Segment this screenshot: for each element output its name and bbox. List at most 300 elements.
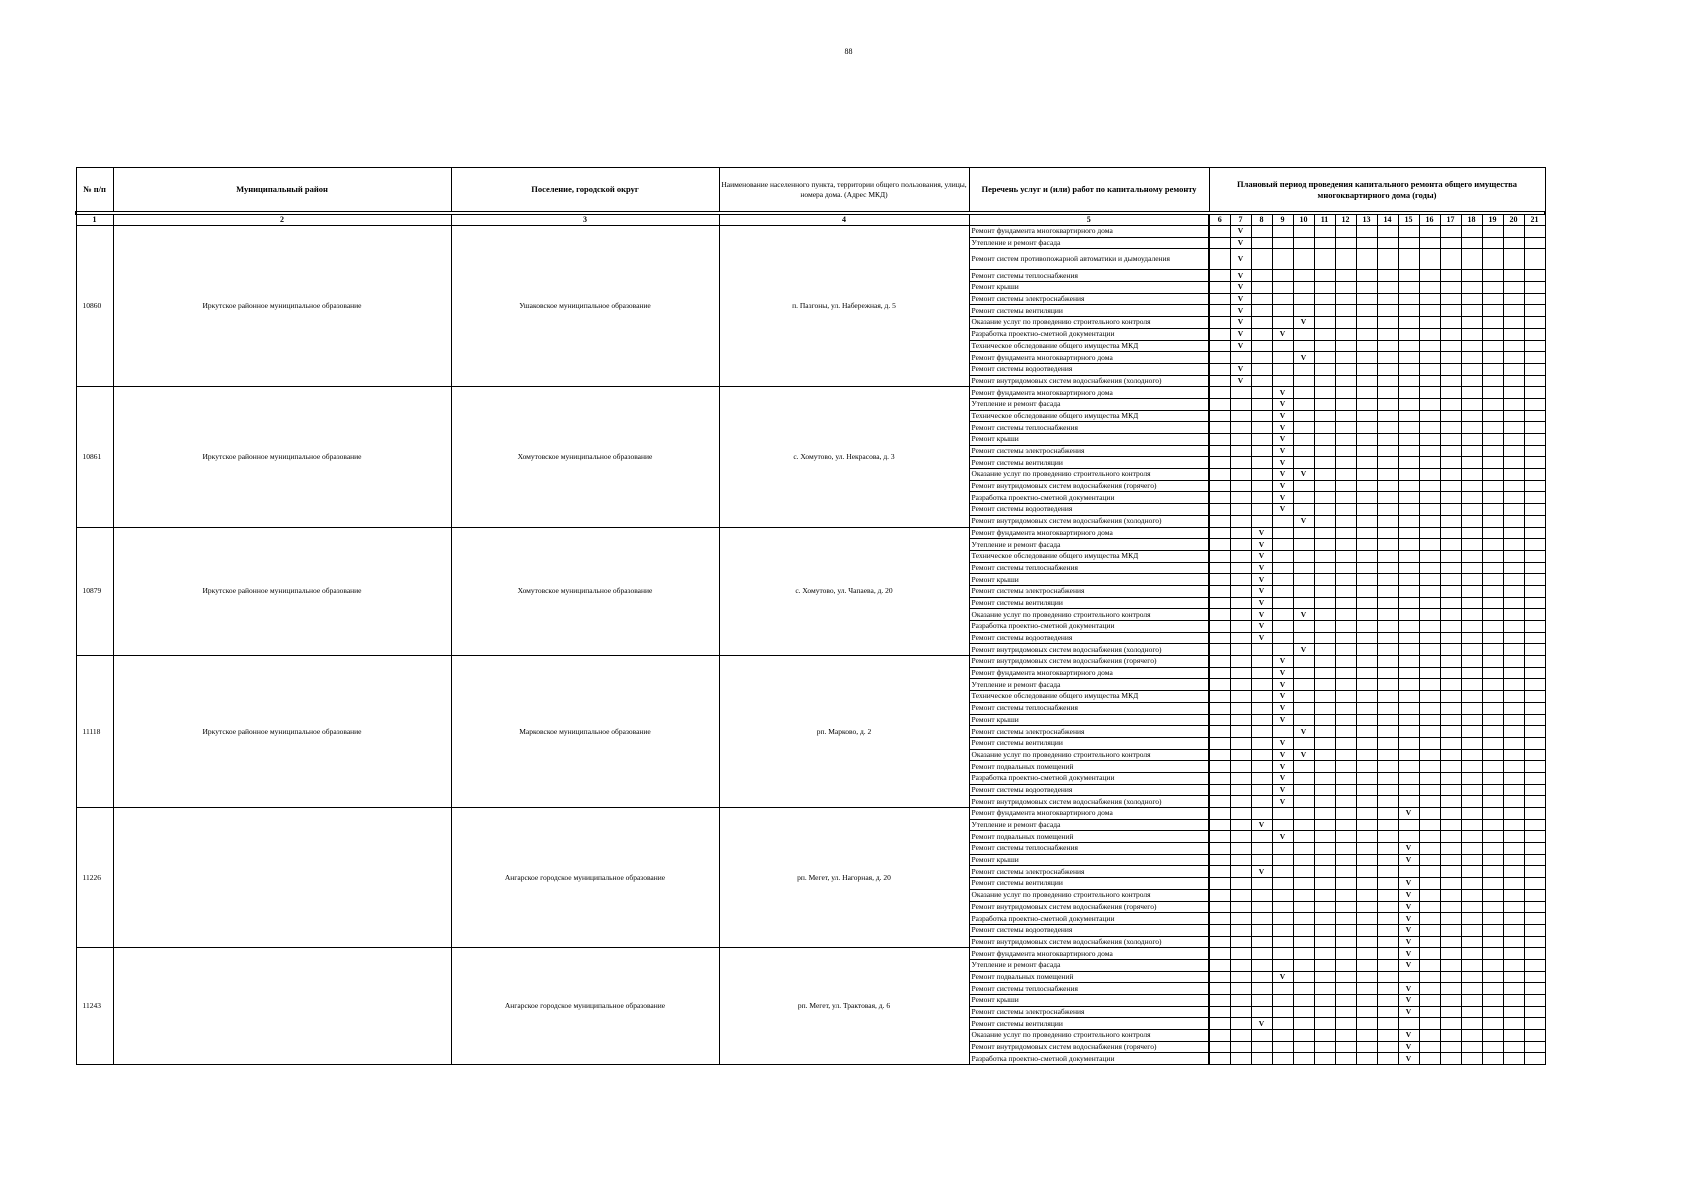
year-13-cell (1356, 340, 1377, 352)
year-14-cell (1377, 504, 1398, 516)
year-16-cell (1419, 1030, 1440, 1042)
year-11-cell (1314, 959, 1335, 971)
column-number-21: 21 (1524, 215, 1545, 226)
year-10-cell (1293, 691, 1314, 703)
year-17-cell (1440, 901, 1461, 913)
year-19-cell (1482, 328, 1503, 340)
year-17-cell (1440, 1006, 1461, 1018)
year-14-cell (1377, 913, 1398, 925)
year-18-cell (1461, 1018, 1482, 1030)
service-cell: Ремонт фундамента многоквартирного дома (969, 808, 1209, 820)
year-6-cell (1209, 504, 1230, 516)
year-18-cell (1461, 585, 1482, 597)
year-10-cell (1293, 410, 1314, 422)
year-18-cell (1461, 504, 1482, 516)
year-6-cell (1209, 1053, 1230, 1065)
year-16-cell (1419, 772, 1440, 784)
year-14-cell (1377, 293, 1398, 305)
year-20-cell (1503, 784, 1524, 796)
year-11-cell (1314, 714, 1335, 726)
year-15-cell (1398, 737, 1419, 749)
year-7-cell (1230, 691, 1251, 703)
year-21-cell (1524, 854, 1545, 866)
year-17-cell (1440, 621, 1461, 633)
year-12-cell (1335, 550, 1356, 562)
year-12-cell (1335, 422, 1356, 434)
year-11-cell (1314, 796, 1335, 808)
year-19-cell (1482, 574, 1503, 586)
year-15-cell (1398, 644, 1419, 656)
year-14-cell (1377, 621, 1398, 633)
year-6-cell (1209, 363, 1230, 375)
year-14-cell (1377, 749, 1398, 761)
year-9-cell: V (1272, 410, 1293, 422)
year-9-cell (1272, 808, 1293, 820)
year-7-cell (1230, 866, 1251, 878)
settlement-cell: Ангарское городское муниципальное образование (451, 948, 719, 1065)
year-9-cell: V (1272, 796, 1293, 808)
service-cell: Оказание услуг по проведению строительного контроля (969, 469, 1209, 481)
year-16-cell (1419, 983, 1440, 995)
year-9-cell: V (1272, 679, 1293, 691)
service-cell: Ремонт системы водоотведения (969, 504, 1209, 516)
year-7-cell (1230, 457, 1251, 469)
year-16-cell (1419, 270, 1440, 282)
service-cell: Ремонт системы электроснабжения (969, 293, 1209, 305)
year-13-cell (1356, 469, 1377, 481)
year-15-cell (1398, 293, 1419, 305)
year-10-cell (1293, 1006, 1314, 1018)
year-20-cell (1503, 574, 1524, 586)
year-6-cell (1209, 550, 1230, 562)
year-9-cell (1272, 1053, 1293, 1065)
year-10-cell (1293, 226, 1314, 238)
year-15-cell: V (1398, 913, 1419, 925)
year-6-cell (1209, 726, 1230, 738)
year-19-cell (1482, 340, 1503, 352)
year-15-cell (1398, 597, 1419, 609)
year-16-cell (1419, 819, 1440, 831)
year-10-cell (1293, 913, 1314, 925)
year-17-cell (1440, 1030, 1461, 1042)
year-15-cell: V (1398, 1006, 1419, 1018)
year-13-cell (1356, 971, 1377, 983)
year-9-cell (1272, 644, 1293, 656)
year-13-cell (1356, 667, 1377, 679)
year-14-cell (1377, 226, 1398, 238)
year-10-cell (1293, 387, 1314, 399)
year-7-cell (1230, 656, 1251, 668)
year-10-cell (1293, 363, 1314, 375)
year-13-cell (1356, 866, 1377, 878)
year-19-cell (1482, 948, 1503, 960)
year-9-cell: V (1272, 457, 1293, 469)
year-6-cell (1209, 539, 1230, 551)
year-18-cell (1461, 889, 1482, 901)
year-15-cell (1398, 249, 1419, 270)
year-21-cell (1524, 527, 1545, 539)
year-21-cell (1524, 305, 1545, 317)
year-13-cell (1356, 434, 1377, 446)
year-11-cell (1314, 936, 1335, 948)
year-15-cell (1398, 1018, 1419, 1030)
year-21-cell (1524, 398, 1545, 410)
year-7-cell (1230, 434, 1251, 446)
year-6-cell (1209, 282, 1230, 294)
year-6-cell (1209, 796, 1230, 808)
service-cell: Ремонт системы вентиляции (969, 597, 1209, 609)
year-19-cell (1482, 457, 1503, 469)
year-17-cell (1440, 749, 1461, 761)
year-13-cell (1356, 691, 1377, 703)
year-14-cell (1377, 959, 1398, 971)
year-15-cell (1398, 632, 1419, 644)
year-14-cell (1377, 387, 1398, 399)
year-10-cell (1293, 1053, 1314, 1065)
year-19-cell (1482, 1018, 1503, 1030)
year-8-cell (1251, 352, 1272, 364)
year-18-cell (1461, 328, 1482, 340)
year-20-cell (1503, 340, 1524, 352)
year-15-cell (1398, 492, 1419, 504)
year-9-cell (1272, 1041, 1293, 1053)
year-13-cell (1356, 702, 1377, 714)
service-cell: Ремонт подвальных помещений (969, 761, 1209, 773)
year-17-cell (1440, 457, 1461, 469)
year-8-cell (1251, 282, 1272, 294)
year-18-cell (1461, 434, 1482, 446)
year-6-cell (1209, 1030, 1230, 1042)
column-number-10: 10 (1293, 215, 1314, 226)
year-17-cell (1440, 328, 1461, 340)
year-15-cell (1398, 375, 1419, 387)
year-11-cell (1314, 924, 1335, 936)
year-9-cell (1272, 1030, 1293, 1042)
year-17-cell (1440, 363, 1461, 375)
year-9-cell (1272, 249, 1293, 270)
year-21-cell (1524, 1018, 1545, 1030)
service-cell: Ремонт фундамента многоквартирного дома (969, 527, 1209, 539)
service-cell: Ремонт внутридомовых систем водоснабжения (холодного) (969, 644, 1209, 656)
year-11-cell (1314, 398, 1335, 410)
year-20-cell (1503, 457, 1524, 469)
year-21-cell (1524, 959, 1545, 971)
year-19-cell (1482, 854, 1503, 866)
year-8-cell (1251, 843, 1272, 855)
year-6-cell (1209, 667, 1230, 679)
year-20-cell (1503, 948, 1524, 960)
year-17-cell (1440, 632, 1461, 644)
year-17-cell (1440, 410, 1461, 422)
year-18-cell (1461, 878, 1482, 890)
year-16-cell (1419, 843, 1440, 855)
year-14-cell (1377, 1041, 1398, 1053)
year-9-cell: V (1272, 398, 1293, 410)
year-18-cell (1461, 656, 1482, 668)
year-15-cell (1398, 457, 1419, 469)
year-20-cell (1503, 387, 1524, 399)
year-17-cell (1440, 843, 1461, 855)
year-11-cell (1314, 270, 1335, 282)
year-15-cell (1398, 691, 1419, 703)
service-cell: Ремонт крыши (969, 714, 1209, 726)
year-19-cell (1482, 1030, 1503, 1042)
year-9-cell (1272, 854, 1293, 866)
year-12-cell (1335, 831, 1356, 843)
year-20-cell (1503, 282, 1524, 294)
service-cell: Разработка проектно-сметной документации (969, 621, 1209, 633)
year-9-cell: V (1272, 387, 1293, 399)
year-18-cell (1461, 237, 1482, 249)
year-20-cell (1503, 515, 1524, 527)
year-18-cell (1461, 866, 1482, 878)
year-13-cell (1356, 995, 1377, 1007)
year-7-cell: V (1230, 226, 1251, 238)
year-11-cell (1314, 562, 1335, 574)
year-10-cell (1293, 843, 1314, 855)
year-20-cell (1503, 901, 1524, 913)
year-12-cell (1335, 282, 1356, 294)
year-10-cell (1293, 562, 1314, 574)
year-7-cell (1230, 469, 1251, 481)
year-20-cell (1503, 550, 1524, 562)
year-6-cell (1209, 889, 1230, 901)
table-row (76, 226, 1545, 238)
year-13-cell (1356, 644, 1377, 656)
year-21-cell (1524, 363, 1545, 375)
year-14-cell (1377, 445, 1398, 457)
year-17-cell (1440, 270, 1461, 282)
year-16-cell (1419, 317, 1440, 329)
year-12-cell (1335, 726, 1356, 738)
year-18-cell (1461, 574, 1482, 586)
year-17-cell (1440, 889, 1461, 901)
year-15-cell (1398, 282, 1419, 294)
year-7-cell (1230, 819, 1251, 831)
year-16-cell (1419, 621, 1440, 633)
year-10-cell (1293, 480, 1314, 492)
year-17-cell (1440, 959, 1461, 971)
year-8-cell (1251, 445, 1272, 457)
year-6-cell (1209, 237, 1230, 249)
year-6-cell (1209, 621, 1230, 633)
year-14-cell (1377, 1053, 1398, 1065)
year-8-cell (1251, 726, 1272, 738)
year-9-cell (1272, 983, 1293, 995)
year-11-cell (1314, 237, 1335, 249)
year-11-cell (1314, 457, 1335, 469)
year-9-cell (1272, 550, 1293, 562)
year-16-cell (1419, 550, 1440, 562)
year-7-cell (1230, 702, 1251, 714)
year-10-cell (1293, 819, 1314, 831)
address-cell: с. Хомутово, ул. Некрасова, д. 3 (719, 387, 969, 527)
year-15-cell (1398, 480, 1419, 492)
year-16-cell (1419, 609, 1440, 621)
year-16-cell (1419, 644, 1440, 656)
year-6-cell (1209, 831, 1230, 843)
year-13-cell (1356, 363, 1377, 375)
year-17-cell (1440, 305, 1461, 317)
year-13-cell (1356, 936, 1377, 948)
year-12-cell (1335, 469, 1356, 481)
year-18-cell (1461, 924, 1482, 936)
year-15-cell (1398, 504, 1419, 516)
table-row (76, 527, 1545, 539)
year-18-cell (1461, 282, 1482, 294)
year-10-cell (1293, 889, 1314, 901)
year-11-cell (1314, 656, 1335, 668)
year-17-cell (1440, 237, 1461, 249)
year-21-cell (1524, 843, 1545, 855)
year-21-cell (1524, 293, 1545, 305)
year-13-cell (1356, 948, 1377, 960)
year-19-cell (1482, 913, 1503, 925)
year-7-cell (1230, 901, 1251, 913)
year-20-cell (1503, 761, 1524, 773)
year-17-cell (1440, 340, 1461, 352)
year-8-cell (1251, 1041, 1272, 1053)
year-21-cell (1524, 515, 1545, 527)
year-19-cell (1482, 796, 1503, 808)
year-10-cell (1293, 924, 1314, 936)
year-14-cell (1377, 796, 1398, 808)
year-15-cell: V (1398, 808, 1419, 820)
year-9-cell: V (1272, 714, 1293, 726)
year-15-cell: V (1398, 1053, 1419, 1065)
service-cell: Ремонт внутридомовых систем водоснабжения (горячего) (969, 1041, 1209, 1053)
year-13-cell (1356, 249, 1377, 270)
year-7-cell (1230, 854, 1251, 866)
year-21-cell (1524, 410, 1545, 422)
year-13-cell (1356, 632, 1377, 644)
year-15-cell (1398, 469, 1419, 481)
service-cell: Техническое обследование общего имущества МКД (969, 410, 1209, 422)
service-cell: Утепление и ремонт фасада (969, 679, 1209, 691)
year-10-cell (1293, 831, 1314, 843)
year-11-cell (1314, 387, 1335, 399)
year-19-cell (1482, 726, 1503, 738)
year-7-cell (1230, 387, 1251, 399)
year-17-cell (1440, 504, 1461, 516)
year-9-cell (1272, 995, 1293, 1007)
year-20-cell (1503, 1053, 1524, 1065)
year-6-cell (1209, 772, 1230, 784)
year-13-cell (1356, 562, 1377, 574)
year-15-cell (1398, 726, 1419, 738)
year-7-cell (1230, 445, 1251, 457)
year-20-cell (1503, 597, 1524, 609)
year-7-cell (1230, 550, 1251, 562)
year-15-cell (1398, 772, 1419, 784)
year-12-cell (1335, 504, 1356, 516)
year-11-cell (1314, 971, 1335, 983)
year-21-cell (1524, 504, 1545, 516)
year-10-cell (1293, 621, 1314, 633)
service-cell: Ремонт системы электроснабжения (969, 726, 1209, 738)
year-16-cell (1419, 237, 1440, 249)
year-11-cell (1314, 375, 1335, 387)
year-14-cell (1377, 971, 1398, 983)
year-20-cell (1503, 305, 1524, 317)
year-9-cell (1272, 1018, 1293, 1030)
year-18-cell (1461, 667, 1482, 679)
service-cell: Ремонт системы теплоснабжения (969, 422, 1209, 434)
year-21-cell (1524, 352, 1545, 364)
year-15-cell (1398, 445, 1419, 457)
year-17-cell (1440, 831, 1461, 843)
year-8-cell (1251, 270, 1272, 282)
service-cell: Разработка проектно-сметной документации (969, 1053, 1209, 1065)
year-17-cell (1440, 656, 1461, 668)
year-19-cell (1482, 889, 1503, 901)
year-7-cell (1230, 959, 1251, 971)
year-17-cell (1440, 772, 1461, 784)
year-17-cell (1440, 667, 1461, 679)
column-number-9: 9 (1272, 215, 1293, 226)
year-9-cell: V (1272, 737, 1293, 749)
year-16-cell (1419, 691, 1440, 703)
year-6-cell (1209, 808, 1230, 820)
year-7-cell (1230, 1041, 1251, 1053)
year-20-cell (1503, 737, 1524, 749)
year-17-cell (1440, 819, 1461, 831)
year-19-cell (1482, 667, 1503, 679)
address-cell: рп. Марково, д. 2 (719, 656, 969, 808)
year-20-cell (1503, 480, 1524, 492)
service-cell: Оказание услуг по проведению строительного контроля (969, 609, 1209, 621)
year-8-cell (1251, 924, 1272, 936)
year-6-cell (1209, 632, 1230, 644)
table-row (76, 948, 1545, 960)
year-19-cell (1482, 819, 1503, 831)
year-14-cell (1377, 375, 1398, 387)
year-18-cell (1461, 515, 1482, 527)
year-12-cell (1335, 854, 1356, 866)
year-21-cell (1524, 328, 1545, 340)
year-20-cell (1503, 226, 1524, 238)
year-18-cell (1461, 249, 1482, 270)
year-11-cell (1314, 737, 1335, 749)
year-17-cell (1440, 796, 1461, 808)
year-14-cell (1377, 702, 1398, 714)
year-8-cell (1251, 293, 1272, 305)
year-8-cell: V (1251, 609, 1272, 621)
year-11-cell (1314, 819, 1335, 831)
year-19-cell (1482, 702, 1503, 714)
year-13-cell (1356, 282, 1377, 294)
year-8-cell (1251, 237, 1272, 249)
year-12-cell (1335, 317, 1356, 329)
year-9-cell (1272, 901, 1293, 913)
year-11-cell (1314, 726, 1335, 738)
service-cell: Ремонт системы теплоснабжения (969, 983, 1209, 995)
year-8-cell (1251, 398, 1272, 410)
year-20-cell (1503, 609, 1524, 621)
year-7-cell (1230, 480, 1251, 492)
district-cell: Иркутское районное муниципальное образование (113, 226, 451, 387)
year-12-cell (1335, 644, 1356, 656)
year-9-cell (1272, 878, 1293, 890)
year-20-cell (1503, 843, 1524, 855)
year-9-cell: V (1272, 971, 1293, 983)
year-19-cell (1482, 539, 1503, 551)
year-19-cell (1482, 585, 1503, 597)
year-17-cell (1440, 691, 1461, 703)
year-8-cell (1251, 854, 1272, 866)
year-6-cell (1209, 995, 1230, 1007)
year-18-cell (1461, 293, 1482, 305)
